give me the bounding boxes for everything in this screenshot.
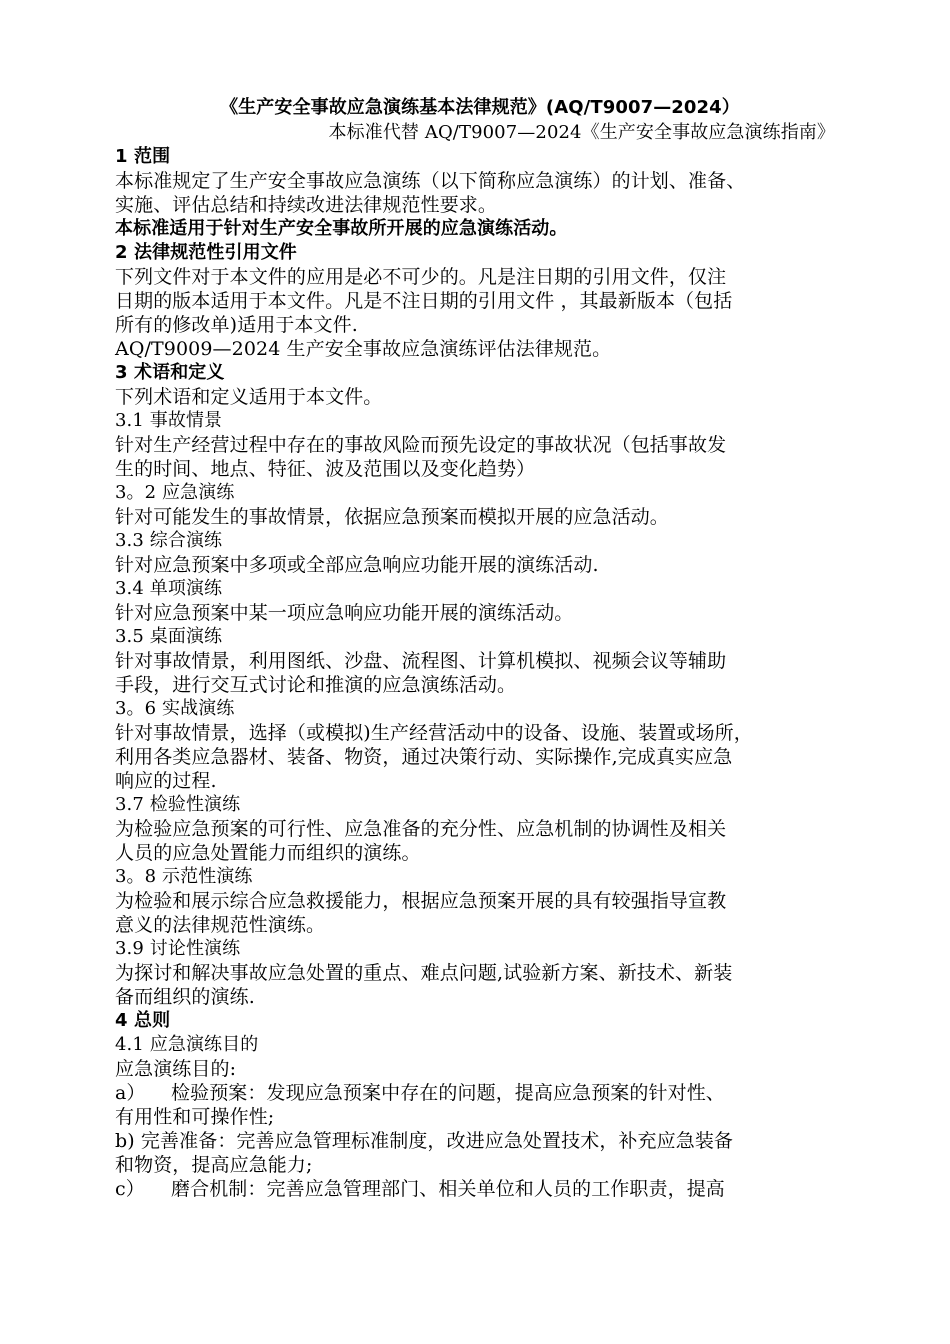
list-marker-c: c） — [115, 1178, 145, 1200]
text-line: 下列文件对于本文件的应用是必不可少的。凡是注日期的引用文件，仅注 — [115, 266, 727, 288]
text-line: 利用各类应急器材、装备、物资，通过决策行动、实际操作,完成真实应急 — [115, 746, 733, 768]
text-line: 实施、评估总结和持续改进法律规范性要求。 — [115, 194, 498, 216]
text-line: 为检验应急预案的可行性、应急准备的充分性、应急机制的协调性及相关 — [115, 818, 727, 840]
term-definition-3-8 — [115, 889, 845, 937]
term-heading-3-4: 3.4 单项演练 — [115, 578, 223, 599]
paragraph-purpose-intro: 应急演练目的: — [115, 1058, 237, 1080]
list-item-c-text: 磨合机制：完善应急管理部门、相关单位和人员的工作职责，提高 — [171, 1178, 725, 1200]
list-marker-a: a） — [115, 1082, 146, 1104]
text-line: 日期的版本适用于本文件。凡是不注日期的引用文件 ，其最新版本（包括 — [115, 290, 733, 312]
text-line: 响应的过程. — [115, 770, 217, 792]
text-line: 针对事故情景，利用图纸、沙盘、流程图、计算机模拟、视频会议等辅助 — [115, 650, 727, 672]
section-heading-3: 3 术语和定义 — [115, 362, 225, 383]
term-heading-3-1: 3.1 事故情景 — [115, 410, 223, 431]
text-line: 针对事故情景，选择（或模拟)生产经营活动中的设备、设施、装置或场所， — [115, 722, 753, 744]
text-line — [115, 1081, 845, 1105]
text-line: b) 完善准备：完善应急管理标准制度，改进应急处置技术，补充应急装备 — [115, 1130, 734, 1152]
term-heading-3-8: 3。8 示范性演练 — [115, 866, 253, 887]
list-item-a — [115, 1081, 845, 1129]
term-definition-3-9 — [115, 961, 845, 1009]
text-line: 手段，进行交互式讨论和推演的应急演练活动。 — [115, 674, 517, 696]
term-heading-3-5: 3.5 桌面演练 — [115, 626, 223, 647]
list-item-c — [115, 1177, 845, 1201]
term-heading-3-6: 3。6 实战演练 — [115, 698, 235, 719]
text-line: 备而组织的演练. — [115, 986, 255, 1008]
list-item-b — [115, 1129, 845, 1177]
text-line: 人员的应急处置能力而组织的演练。 — [115, 842, 421, 864]
term-definition-3-3: 针对应急预案中多项或全部应急响应功能开展的演练活动. — [115, 554, 599, 576]
text-line: 针对生产经营过程中存在的事故风险而预先设定的事故状况（包括事故发 — [115, 434, 727, 456]
text-line: 意义的法律规范性演练。 — [115, 914, 326, 936]
text-line: 和物资，提高应急能力; — [115, 1154, 313, 1176]
paragraph-references — [115, 265, 845, 337]
term-heading-3-3: 3.3 综合演练 — [115, 530, 223, 551]
term-heading-3-7: 3.7 检验性演练 — [115, 794, 241, 815]
text-line: 为检验和展示综合应急救援能力，根据应急预案开展的具有较强指导宣教 — [115, 890, 727, 912]
text-line: 有用性和可操作性; — [115, 1106, 275, 1128]
term-definition-3-1 — [115, 433, 845, 481]
paragraph-scope — [115, 169, 845, 217]
document-subtitle: 本标准代替 AQ/T9007—2024《生产安全事故应急演练指南》 — [328, 122, 835, 143]
term-definition-3-2: 针对可能发生的事故情景，依据应急预案而模拟开展的应急活动。 — [115, 506, 669, 528]
text-line: 所有的修改单)适用于本文件. — [115, 314, 358, 336]
term-definition-3-4: 针对应急预案中某一项应急响应功能开展的演练活动。 — [115, 602, 574, 624]
term-definition-3-7 — [115, 817, 845, 865]
document-page — [115, 96, 845, 1201]
section-heading-4: 4 总则 — [115, 1010, 171, 1031]
list-item-a-text: 检验预案：发现应急预案中存在的问题，提高应急预案的针对性、 — [171, 1082, 725, 1104]
text-line — [115, 1177, 845, 1201]
paragraph-scope-applicability: 本标准适用于针对生产安全事故所开展的应急演练活动。 — [115, 218, 568, 239]
text-line: 为探讨和解决事故应急处置的重点、难点问题,试验新方案、新技术、新装 — [115, 962, 733, 984]
reference-item: AQ/T9009—2024 生产安全事故应急演练评估法律规范。 — [115, 338, 612, 360]
paragraph-terms-intro: 下列术语和定义适用于本文件。 — [115, 386, 383, 408]
text-line: 生的时间、地点、特征、波及范围以及变化趋势） — [115, 458, 536, 480]
text-line: 本标准规定了生产安全事故应急演练（以下简称应急演练）的计划、准备、 — [115, 170, 746, 192]
term-definition-3-6 — [115, 721, 845, 793]
section-heading-2: 2 法律规范性引用文件 — [115, 242, 297, 263]
term-heading-3-9: 3.9 讨论性演练 — [115, 938, 241, 959]
section-heading-1: 1 范围 — [115, 146, 171, 167]
document-title: 《生产安全事故应急演练基本法律规范》(AQ/T9007—2024） — [220, 97, 740, 118]
subsection-heading-4-1: 4.1 应急演练目的 — [115, 1034, 259, 1055]
term-heading-3-2: 3。2 应急演练 — [115, 482, 235, 503]
term-definition-3-5 — [115, 649, 845, 697]
